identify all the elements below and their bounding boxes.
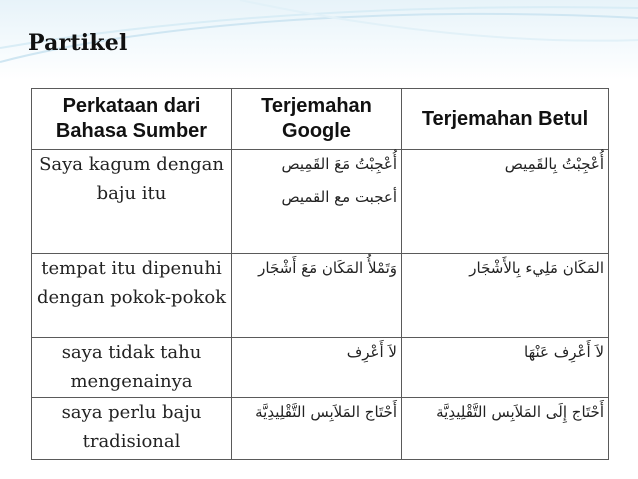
correct-translation-cell: أُعْجِبْتُ بِالقَمِيص bbox=[402, 150, 609, 254]
table-row bbox=[32, 398, 609, 460]
source-phrase-cell: saya perlu baju tradisional bbox=[32, 398, 232, 460]
correct-translation-cell: المَكَان مَلِيء بِالأَشْجَار bbox=[402, 254, 609, 338]
source-phrase-cell: tempat itu dipenuhi dengan pokok-pokok bbox=[32, 254, 232, 338]
slide-title: Partikel bbox=[28, 30, 128, 56]
table-row bbox=[32, 254, 609, 338]
google-translation-plain: أعجبت مع القميص bbox=[281, 188, 397, 206]
google-translation-cell: أَحْتَاج المَلاَبِس التَّقْلِيدِيَّة bbox=[232, 398, 402, 460]
source-phrase-cell: Saya kagum dengan baju itu bbox=[32, 150, 232, 254]
header-source-phrase: Perkataan dari Bahasa Sumber bbox=[32, 89, 232, 150]
table-row bbox=[32, 338, 609, 398]
google-translation-cell bbox=[232, 150, 402, 254]
google-translation-cell: لاَ أَعْرِف bbox=[232, 338, 402, 398]
google-translation-cell: وَتَمْلأُ المَكَان مَعَ أَشْجَار bbox=[232, 254, 402, 338]
header-correct-translation: Terjemahan Betul bbox=[402, 89, 609, 150]
header-google-translation: Terjemahan Google bbox=[232, 89, 402, 150]
correct-translation-cell: لاَ أَعْرِف عَنْهَا bbox=[402, 338, 609, 398]
translation-table bbox=[31, 88, 609, 460]
table-header-row bbox=[32, 89, 609, 150]
source-phrase-cell: saya tidak tahu mengenainya bbox=[32, 338, 232, 398]
table-row bbox=[32, 150, 609, 254]
google-translation-voweled: أُعْجِبْتُ مَعَ القَمِيص bbox=[281, 155, 397, 173]
correct-translation-cell: أَحْتَاج إِلَى المَلاَبِس التَّقْلِيدِيَّة bbox=[402, 398, 609, 460]
